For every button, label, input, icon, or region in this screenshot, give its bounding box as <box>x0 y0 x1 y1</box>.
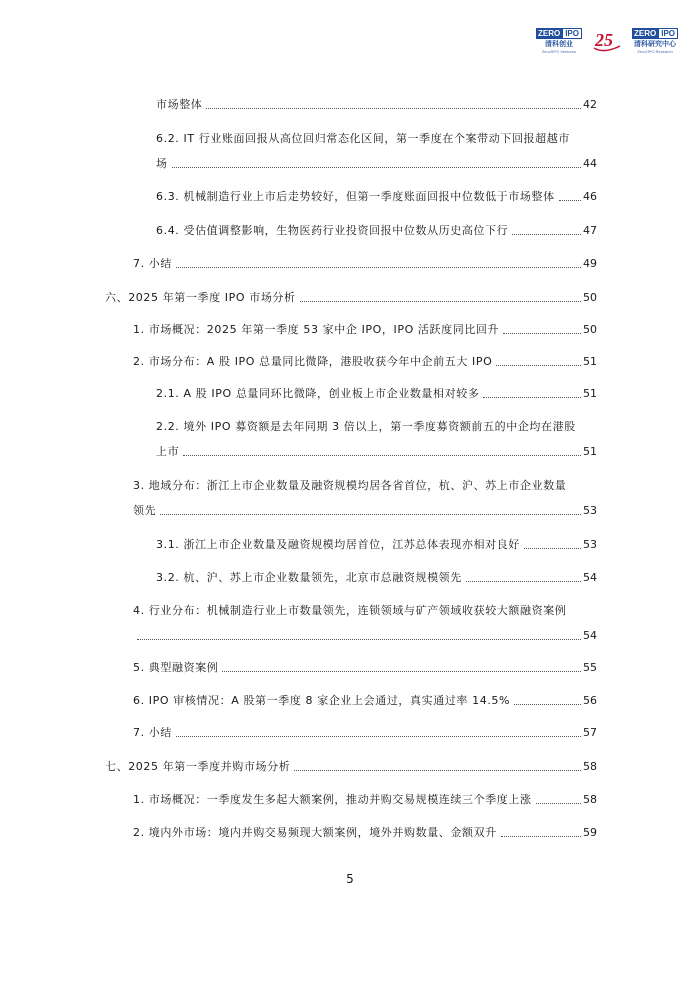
toc-entry[interactable]: 七、2025 年第一季度并购市场分析 58 <box>105 760 597 773</box>
toc-page-number: 53 <box>583 504 597 517</box>
toc-page-number: 51 <box>583 387 597 400</box>
toc-entry[interactable]: 3.1. 浙江上市企业数量及融资规模均居首位，江苏总体表现亦相对良好 53 <box>156 538 597 551</box>
toc-page-number: 54 <box>583 629 597 642</box>
toc-entry[interactable]: 6.2. IT 行业账面回报从高位回归常态化区间，第一季度在个案带动下回报超越市 场 44 <box>156 132 597 170</box>
toc-entry[interactable]: 2. 市场分布：A 股 IPO 总量同比微降，港股收获今年中企前五大 IPO 51 <box>133 355 597 368</box>
toc-page-number: 44 <box>583 157 597 170</box>
toc-page-number: 42 <box>583 98 597 111</box>
toc-page-number: 46 <box>583 190 597 203</box>
toc-page-number: 50 <box>583 291 597 304</box>
toc-entry[interactable]: 7. 小结 49 <box>133 257 597 270</box>
toc-entry[interactable]: 六、2025 年第一季度 IPO 市场分析 50 <box>105 291 597 304</box>
toc-entry[interactable]: 3. 地域分布：浙江上市企业数量及融资规模均居各省首位，杭、沪、苏上市企业数量 领先 53 <box>133 479 597 517</box>
toc-page-number: 58 <box>583 793 597 806</box>
toc-page-number: 59 <box>583 826 597 839</box>
logo-zero-text: ZERO <box>633 29 657 38</box>
toc-entry[interactable]: 2. 境内外市场：境内并购交易频现大额案例，境外并购数量、金额双升 59 <box>133 826 597 839</box>
logo-ipo-text: IPO <box>562 28 582 39</box>
toc-entry[interactable]: 6.4. 受估值调整影响，生物医药行业投资回报中位数从历史高位下行 47 <box>156 224 597 237</box>
toc-entry[interactable]: 7. 小结 57 <box>133 726 597 739</box>
toc-page-number: 54 <box>583 571 597 584</box>
logo-en-text: Zero2IPO Ventures <box>541 49 577 54</box>
logo-cn-text: 清科创业 <box>544 40 573 48</box>
toc-entry[interactable]: 3.2. 杭、沪、苏上市企业数量领先，北京市总融资规模领先 54 <box>156 571 597 584</box>
page-number: 5 <box>346 872 354 886</box>
toc-entry[interactable]: 1. 市场概况：2025 年第一季度 53 家中企 IPO，IPO 活跃度同比回升 50 <box>133 323 597 336</box>
toc-page-number: 58 <box>583 760 597 773</box>
toc-entry[interactable]: 1. 市场概况：一季度发生多起大额案例，推动并购交易规模连续三个季度上涨 58 <box>133 793 597 806</box>
toc-entry[interactable]: 2.2. 境外 IPO 募资额是去年同期 3 倍以上，第一季度募资额前五的中企均在港股 上市 51 <box>156 420 597 458</box>
toc-page-number: 50 <box>583 323 597 336</box>
toc-page-number: 56 <box>583 694 597 707</box>
svg-text:25: 25 <box>594 30 613 50</box>
toc-entry[interactable]: 2.1. A 股 IPO 总量同环比微降，创业板上市企业数量相对较多 51 <box>156 387 597 400</box>
toc-page-number: 47 <box>583 224 597 237</box>
toc-entry[interactable]: 6.3. 机械制造行业上市后走势较好，但第一季度账面回报中位数低于市场整体 46 <box>156 190 597 203</box>
logo-cn-text: 清科研究中心 <box>633 40 676 48</box>
logo-en-text: Zero2IPO Research <box>637 49 673 54</box>
toc-entry[interactable]: 5. 典型融资案例 55 <box>133 661 597 674</box>
toc-page-number: 51 <box>583 355 597 368</box>
toc-entry[interactable]: 6. IPO 审核情况：A 股第一季度 8 家企业上会通过，真实通过率 14.5% 56 <box>133 694 597 707</box>
toc-page-number: 49 <box>583 257 597 270</box>
toc-page-number: 57 <box>583 726 597 739</box>
logo-ipo-text: IPO <box>658 28 678 39</box>
logo-zero-text: ZERO <box>537 29 561 38</box>
toc-entry[interactable]: 4. 行业分布：机械制造行业上市数量领先，连锁领域与矿产领域收获较大额融资案例 54 <box>133 604 597 642</box>
toc-page-number: 53 <box>583 538 597 551</box>
toc-entry[interactable]: 市场整体 42 <box>156 98 597 111</box>
toc-page-number: 55 <box>583 661 597 674</box>
toc-page-number: 51 <box>583 445 597 458</box>
